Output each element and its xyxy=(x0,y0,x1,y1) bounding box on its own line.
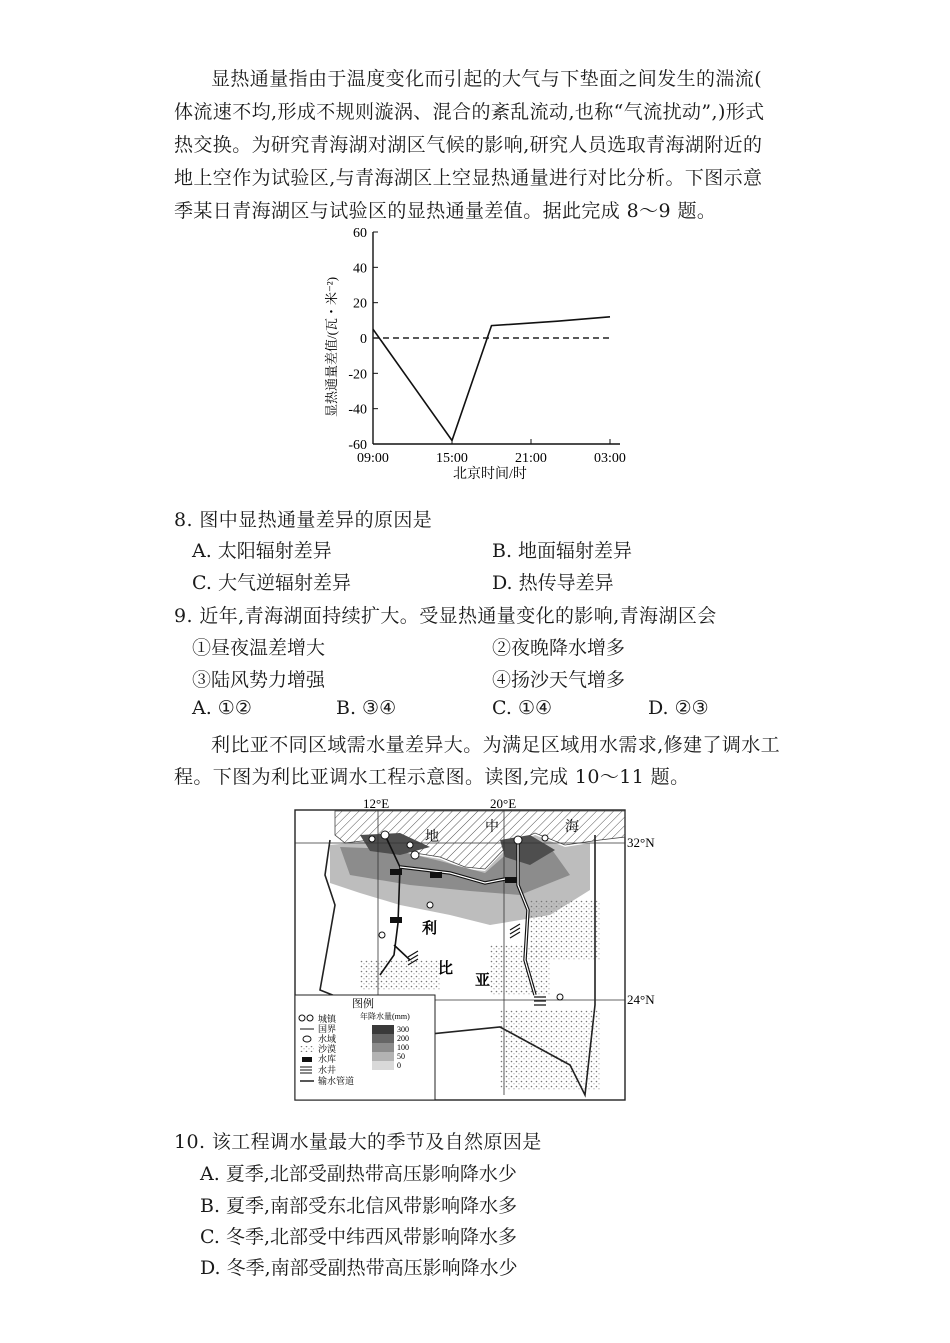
chart-y-axis-label: 显热通量差值/(瓦・米⁻²) xyxy=(324,276,339,417)
lon-label-20e: 20°E xyxy=(490,796,517,811)
q9-statement-1: ①昼夜温差增大 xyxy=(192,637,326,659)
q8-option-d[interactable]: D. 热传导差异 xyxy=(492,572,614,594)
rainfall-legend-title: 年降水量(mm) xyxy=(360,1012,410,1021)
chart-x-axis-label: 北京时间/时 xyxy=(453,467,527,482)
reservoir-icon xyxy=(505,877,517,883)
legend-item-town: 城镇 xyxy=(318,1014,337,1024)
chart-x-tick-label: 15:00 xyxy=(436,451,468,466)
chart-series-line xyxy=(373,317,610,441)
town-icon xyxy=(381,831,389,839)
q8-option-c[interactable]: C. 大气逆辐射差异 xyxy=(192,572,351,594)
passage1-line-2: 体流速不均,形成不规则漩涡、混合的紊乱流动,也称“气流扰动”,)形式 xyxy=(174,101,765,123)
legend-title: 图例 xyxy=(352,998,374,1010)
desert-icon xyxy=(300,1046,314,1052)
q9-option-a[interactable]: A. ①② xyxy=(192,697,252,719)
chart-y-tick-label: 40 xyxy=(353,261,367,277)
rain-level-100: 100 xyxy=(397,1043,409,1052)
rain-level-0: 0 xyxy=(397,1061,401,1070)
chart-y-tick-label: 20 xyxy=(353,296,367,312)
passage1-line-1: 显热通量指由于温度变化而引起的大气与下垫面之间发生的湍流( xyxy=(211,68,763,90)
q10-option-d[interactable]: D. 冬季,南部受副热带高压影响降水少 xyxy=(200,1257,518,1279)
lat-label-24n: 24°N xyxy=(627,992,655,1007)
legend-item-pipeline: 输水管道 xyxy=(318,1076,355,1086)
chart-y-tick-label: 60 xyxy=(353,226,367,241)
map-legend xyxy=(295,995,435,1100)
town-icon xyxy=(411,851,419,859)
reservoir-icon xyxy=(390,869,402,875)
sea-char-2: 中 xyxy=(485,820,499,835)
passage1-line-4: 地上空作为试验区,与青海湖区上空显热通量进行对比分析。下图示意 xyxy=(174,167,763,189)
lat-label-32n: 32°N xyxy=(627,835,655,850)
q8-option-b[interactable]: B. 地面辐射差异 xyxy=(492,540,633,562)
q10-option-a[interactable]: A. 夏季,北部受副热带高压影响降水少 xyxy=(200,1163,517,1185)
town-icon xyxy=(407,842,413,848)
q9-option-b[interactable]: B. ③④ xyxy=(336,697,397,719)
legend-item-desert: 沙漠 xyxy=(318,1044,337,1054)
sensible-heat-chart xyxy=(300,222,640,484)
passage2-line-2: 程。下图为利比亚调水工程示意图。读图,完成 10～11 题。 xyxy=(174,766,690,788)
town-icon xyxy=(542,835,548,841)
desert-area-4 xyxy=(500,1010,600,1090)
country-char-2: 比 xyxy=(438,961,454,977)
q10-stem: 10. 该工程调水量最大的季节及自然原因是 xyxy=(174,1131,542,1153)
q10-option-c[interactable]: C. 冬季,北部受中纬西风带影响降水多 xyxy=(200,1226,517,1248)
q9-statement-4: ④扬沙天气增多 xyxy=(492,669,626,691)
passage1-line-3: 热交换。为研究青海湖对湖区气候的影响,研究人员选取青海湖附近的 xyxy=(174,134,763,156)
passage1-line-5: 季某日青海湖区与试验区的显热通量差值。据此完成 8～9 题。 xyxy=(174,200,717,222)
country-char-3: 亚 xyxy=(475,973,491,989)
desert-area-3 xyxy=(490,945,550,995)
q9-statement-3: ③陆风势力增强 xyxy=(192,669,326,691)
q9-statement-2: ②夜晚降水增多 xyxy=(492,637,626,659)
legend-item-border: 国界 xyxy=(318,1024,337,1034)
chart-x-tick-label: 03:00 xyxy=(594,451,626,466)
legend-item-well: 水井 xyxy=(318,1065,337,1075)
town-icon xyxy=(427,902,433,908)
town-icon xyxy=(369,836,375,842)
chart-y-tick-label: 0 xyxy=(360,332,367,347)
reservoir-icon xyxy=(430,872,442,878)
sea-char-1: 地 xyxy=(425,830,439,845)
chart-x-ticks xyxy=(357,439,626,466)
q9-stem: 9. 近年,青海湖面持续扩大。受显热通量变化的影响,青海湖区会 xyxy=(174,605,717,627)
chart-y-tick-label: -60 xyxy=(348,438,367,453)
town-icon xyxy=(514,836,522,844)
rain-level-200: 200 xyxy=(397,1034,409,1043)
passage2-line-1: 利比亚不同区域需水量差异大。为满足区域用水需求,修建了调水工 xyxy=(211,734,781,756)
rain-level-300: 300 xyxy=(397,1025,409,1034)
town-icon xyxy=(557,994,563,1000)
q10-option-b[interactable]: B. 夏季,南部受东北信风带影响降水多 xyxy=(200,1195,518,1217)
town-icon xyxy=(379,932,385,938)
lon-label-12e: 12°E xyxy=(363,796,390,811)
libya-water-project-map xyxy=(290,795,660,1105)
desert-area-2 xyxy=(360,960,440,990)
sea-char-3: 海 xyxy=(565,820,579,835)
legend-item-water: 水域 xyxy=(318,1034,337,1044)
q9-option-d[interactable]: D. ②③ xyxy=(648,697,709,719)
reservoir-icon xyxy=(302,1057,312,1062)
q8-stem: 8. 图中显热通量差异的原因是 xyxy=(174,509,433,531)
legend-item-reservoir: 水库 xyxy=(318,1054,337,1064)
reservoir-icon xyxy=(390,917,402,923)
q9-option-c[interactable]: C. ①④ xyxy=(492,697,553,719)
rain-level-50: 50 xyxy=(397,1052,405,1061)
chart-x-tick-label: 09:00 xyxy=(357,451,389,466)
chart-y-tick-label: -40 xyxy=(348,402,367,418)
q8-option-a[interactable]: A. 太阳辐射差异 xyxy=(192,540,332,562)
country-char-1: 利 xyxy=(422,921,438,937)
chart-x-tick-label: 21:00 xyxy=(515,451,547,466)
chart-y-tick-label: -20 xyxy=(348,367,367,383)
